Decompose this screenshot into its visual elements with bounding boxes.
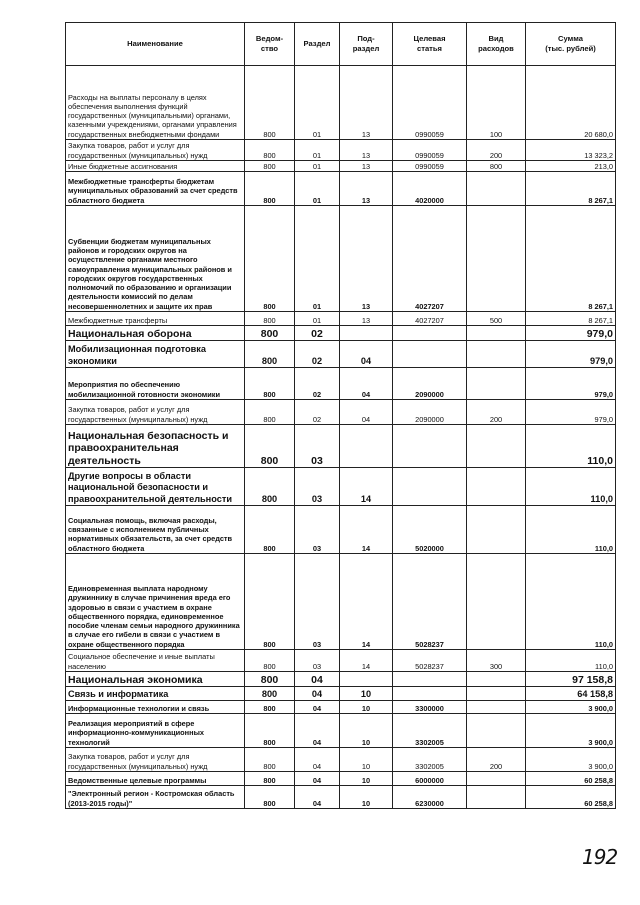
table-row xyxy=(66,786,616,809)
header-type: Вид расходов xyxy=(467,23,526,66)
cell-type xyxy=(467,701,526,714)
table-row xyxy=(66,687,616,701)
cell-dept: 800 xyxy=(245,206,295,312)
budget-table xyxy=(65,22,616,809)
cell-sum: 3 900,0 xyxy=(526,701,616,714)
table-body xyxy=(66,66,616,809)
cell-target: 4027207 xyxy=(393,206,467,312)
cell-sum: 110,0 xyxy=(526,506,616,554)
cell-target: 5028237 xyxy=(393,650,467,672)
cell-name: Закупка товаров, работ и услуг для государственных (муниципальных) нужд xyxy=(66,748,245,772)
cell-subsection: 13 xyxy=(340,140,393,161)
cell-type xyxy=(467,786,526,809)
cell-name: Мероприятия по обеспечению мобилизационной готовности экономики xyxy=(66,368,245,400)
cell-target: 2090000 xyxy=(393,368,467,400)
cell-dept: 800 xyxy=(245,172,295,206)
cell-dept: 800 xyxy=(245,425,295,468)
cell-section: 03 xyxy=(295,554,340,650)
cell-section: 02 xyxy=(295,341,340,368)
cell-target xyxy=(393,672,467,687)
cell-subsection: 13 xyxy=(340,312,393,326)
cell-section: 04 xyxy=(295,748,340,772)
cell-subsection: 04 xyxy=(340,368,393,400)
cell-sum: 8 267,1 xyxy=(526,206,616,312)
table-row xyxy=(66,748,616,772)
cell-target: 4020000 xyxy=(393,172,467,206)
cell-name: Единовременная выплата народному дружиннику в случае причинения вреда его здоровью в связи с участием в охране общественного порядка, единовременное пособие членам семьи народного дружинника в случае его гибели в связи с участием в охране общественного порядка xyxy=(66,554,245,650)
cell-section: 03 xyxy=(295,425,340,468)
cell-name: Расходы на выплаты персоналу в целях обеспечения выполнения функций государственных (муниципальными) органами, казенными учреждениями, органами управления государственных внебюджетными фондами xyxy=(66,66,245,140)
table-row xyxy=(66,772,616,786)
cell-sum: 213,0 xyxy=(526,161,616,172)
cell-target: 4027207 xyxy=(393,312,467,326)
table-row xyxy=(66,425,616,468)
cell-dept: 800 xyxy=(245,650,295,672)
cell-target xyxy=(393,326,467,341)
cell-name: "Электронный регион - Костромская область (2013-2015 годы)" xyxy=(66,786,245,809)
cell-section: 01 xyxy=(295,66,340,140)
cell-target xyxy=(393,425,467,468)
cell-subsection: 04 xyxy=(340,341,393,368)
table-row xyxy=(66,650,616,672)
cell-target: 3300000 xyxy=(393,701,467,714)
cell-subsection: 10 xyxy=(340,786,393,809)
table-row xyxy=(66,140,616,161)
cell-sum: 97 158,8 xyxy=(526,672,616,687)
cell-subsection: 14 xyxy=(340,554,393,650)
table-row xyxy=(66,400,616,425)
cell-target: 0990059 xyxy=(393,140,467,161)
cell-section: 04 xyxy=(295,786,340,809)
cell-section: 04 xyxy=(295,772,340,786)
cell-section: 04 xyxy=(295,714,340,748)
table-row xyxy=(66,341,616,368)
cell-section: 03 xyxy=(295,468,340,506)
cell-type xyxy=(467,506,526,554)
cell-section: 01 xyxy=(295,172,340,206)
cell-subsection: 10 xyxy=(340,714,393,748)
cell-dept: 800 xyxy=(245,772,295,786)
cell-section: 02 xyxy=(295,368,340,400)
table-row xyxy=(66,66,616,140)
cell-dept: 800 xyxy=(245,714,295,748)
cell-sum: 8 267,1 xyxy=(526,172,616,206)
cell-name: Иные бюджетные ассигнования xyxy=(66,161,245,172)
table-row xyxy=(66,161,616,172)
cell-sum: 979,0 xyxy=(526,368,616,400)
cell-type xyxy=(467,326,526,341)
table-row xyxy=(66,506,616,554)
cell-dept: 800 xyxy=(245,554,295,650)
cell-subsection: 14 xyxy=(340,506,393,554)
cell-target xyxy=(393,687,467,701)
cell-target: 6000000 xyxy=(393,772,467,786)
cell-dept: 800 xyxy=(245,341,295,368)
cell-section: 03 xyxy=(295,506,340,554)
table-row xyxy=(66,672,616,687)
cell-section: 01 xyxy=(295,161,340,172)
cell-type xyxy=(467,206,526,312)
cell-subsection: 14 xyxy=(340,468,393,506)
cell-name: Межбюджетные трансферты бюджетам муниципальных образований за счет средств областного бюджета xyxy=(66,172,245,206)
cell-subsection: 13 xyxy=(340,172,393,206)
cell-type xyxy=(467,772,526,786)
cell-section: 01 xyxy=(295,206,340,312)
cell-dept: 800 xyxy=(245,786,295,809)
cell-name: Мобилизационная подготовка экономики xyxy=(66,341,245,368)
cell-target: 0990059 xyxy=(393,161,467,172)
cell-target: 3302005 xyxy=(393,714,467,748)
cell-sum: 3 900,0 xyxy=(526,748,616,772)
cell-name: Закупка товаров, работ и услуг для государственных (муниципальных) нужд xyxy=(66,140,245,161)
cell-subsection: 13 xyxy=(340,66,393,140)
cell-name: Национальная безопасность и правоохранительная деятельность xyxy=(66,425,245,468)
cell-type: 200 xyxy=(467,140,526,161)
header-name: Наименование xyxy=(66,23,245,66)
cell-section: 01 xyxy=(295,312,340,326)
cell-type xyxy=(467,172,526,206)
cell-dept: 800 xyxy=(245,312,295,326)
cell-type xyxy=(467,341,526,368)
cell-target: 3302005 xyxy=(393,748,467,772)
cell-subsection xyxy=(340,672,393,687)
cell-sum: 3 900,0 xyxy=(526,714,616,748)
cell-section: 03 xyxy=(295,650,340,672)
table-row xyxy=(66,468,616,506)
header-subsection: Под- раздел xyxy=(340,23,393,66)
header-target: Целевая статья xyxy=(393,23,467,66)
page-number: 192 xyxy=(582,845,618,869)
cell-subsection: 10 xyxy=(340,687,393,701)
cell-sum: 60 258,8 xyxy=(526,786,616,809)
cell-subsection xyxy=(340,326,393,341)
header-sum: Сумма (тыс. рублей) xyxy=(526,23,616,66)
cell-type: 200 xyxy=(467,748,526,772)
cell-name: Ведомственные целевые программы xyxy=(66,772,245,786)
cell-name: Реализация мероприятий в сфере информационно-коммуникационных технологий xyxy=(66,714,245,748)
cell-type xyxy=(467,554,526,650)
cell-section: 04 xyxy=(295,672,340,687)
cell-subsection: 13 xyxy=(340,161,393,172)
cell-name: Социальное обеспечение и иные выплаты населению xyxy=(66,650,245,672)
cell-target: 2090000 xyxy=(393,400,467,425)
cell-name: Закупка товаров, работ и услуг для государственных (муниципальных) нужд xyxy=(66,400,245,425)
table-header-row xyxy=(66,23,616,66)
cell-target: 5028237 xyxy=(393,554,467,650)
cell-sum: 979,0 xyxy=(526,326,616,341)
cell-sum: 64 158,8 xyxy=(526,687,616,701)
cell-type xyxy=(467,687,526,701)
cell-type: 100 xyxy=(467,66,526,140)
cell-target: 0990059 xyxy=(393,66,467,140)
cell-type: 800 xyxy=(467,161,526,172)
cell-sum: 110,0 xyxy=(526,554,616,650)
table-row xyxy=(66,368,616,400)
cell-type: 500 xyxy=(467,312,526,326)
table-row xyxy=(66,312,616,326)
cell-type: 200 xyxy=(467,400,526,425)
cell-subsection: 14 xyxy=(340,650,393,672)
cell-name: Субвенции бюджетам муниципальных районов и городских округов на осуществление органами местного самоуправления муниципальных районов и городских округов государственных полномочий по образованию и организации деятельности комиссий по делам несовершеннолетних и защите их прав xyxy=(66,206,245,312)
cell-sum: 8 267,1 xyxy=(526,312,616,326)
cell-name: Национальная оборона xyxy=(66,326,245,341)
cell-sum: 110,0 xyxy=(526,650,616,672)
table-row xyxy=(66,554,616,650)
cell-dept: 800 xyxy=(245,701,295,714)
cell-sum: 979,0 xyxy=(526,341,616,368)
cell-sum: 60 258,8 xyxy=(526,772,616,786)
cell-target: 6230000 xyxy=(393,786,467,809)
table-row xyxy=(66,326,616,341)
cell-dept: 800 xyxy=(245,140,295,161)
cell-type xyxy=(467,672,526,687)
table-row xyxy=(66,206,616,312)
cell-dept: 800 xyxy=(245,672,295,687)
cell-sum: 110,0 xyxy=(526,468,616,506)
cell-dept: 800 xyxy=(245,368,295,400)
cell-dept: 800 xyxy=(245,161,295,172)
cell-name: Другие вопросы в области национальной безопасности и правоохранительной деятельности xyxy=(66,468,245,506)
cell-type: 300 xyxy=(467,650,526,672)
cell-subsection: 10 xyxy=(340,772,393,786)
cell-target: 5020000 xyxy=(393,506,467,554)
cell-sum: 20 680,0 xyxy=(526,66,616,140)
cell-sum: 979,0 xyxy=(526,400,616,425)
cell-subsection: 10 xyxy=(340,748,393,772)
cell-subsection: 13 xyxy=(340,206,393,312)
cell-sum: 110,0 xyxy=(526,425,616,468)
cell-dept: 800 xyxy=(245,326,295,341)
cell-name: Межбюджетные трансферты xyxy=(66,312,245,326)
cell-sum: 13 323,2 xyxy=(526,140,616,161)
header-section: Раздел xyxy=(295,23,340,66)
cell-dept: 800 xyxy=(245,66,295,140)
cell-dept: 800 xyxy=(245,748,295,772)
cell-name: Информационные технологии и связь xyxy=(66,701,245,714)
cell-subsection: 10 xyxy=(340,701,393,714)
table-row xyxy=(66,714,616,748)
cell-target xyxy=(393,468,467,506)
cell-section: 01 xyxy=(295,140,340,161)
cell-dept: 800 xyxy=(245,468,295,506)
cell-type xyxy=(467,368,526,400)
table-row xyxy=(66,172,616,206)
cell-subsection: 04 xyxy=(340,400,393,425)
cell-dept: 800 xyxy=(245,400,295,425)
cell-target xyxy=(393,341,467,368)
cell-type xyxy=(467,714,526,748)
header-dept: Ведом- ство xyxy=(245,23,295,66)
cell-section: 04 xyxy=(295,687,340,701)
cell-name: Связь и информатика xyxy=(66,687,245,701)
cell-type xyxy=(467,425,526,468)
cell-subsection xyxy=(340,425,393,468)
table-row xyxy=(66,701,616,714)
cell-type xyxy=(467,468,526,506)
cell-dept: 800 xyxy=(245,506,295,554)
cell-dept: 800 xyxy=(245,687,295,701)
cell-name: Национальная экономика xyxy=(66,672,245,687)
cell-name: Социальная помощь, включая расходы, связанные с исполнением публичных нормативных обязательств, за счет средств областного бюджета xyxy=(66,506,245,554)
cell-section: 02 xyxy=(295,400,340,425)
cell-section: 02 xyxy=(295,326,340,341)
cell-section: 04 xyxy=(295,701,340,714)
